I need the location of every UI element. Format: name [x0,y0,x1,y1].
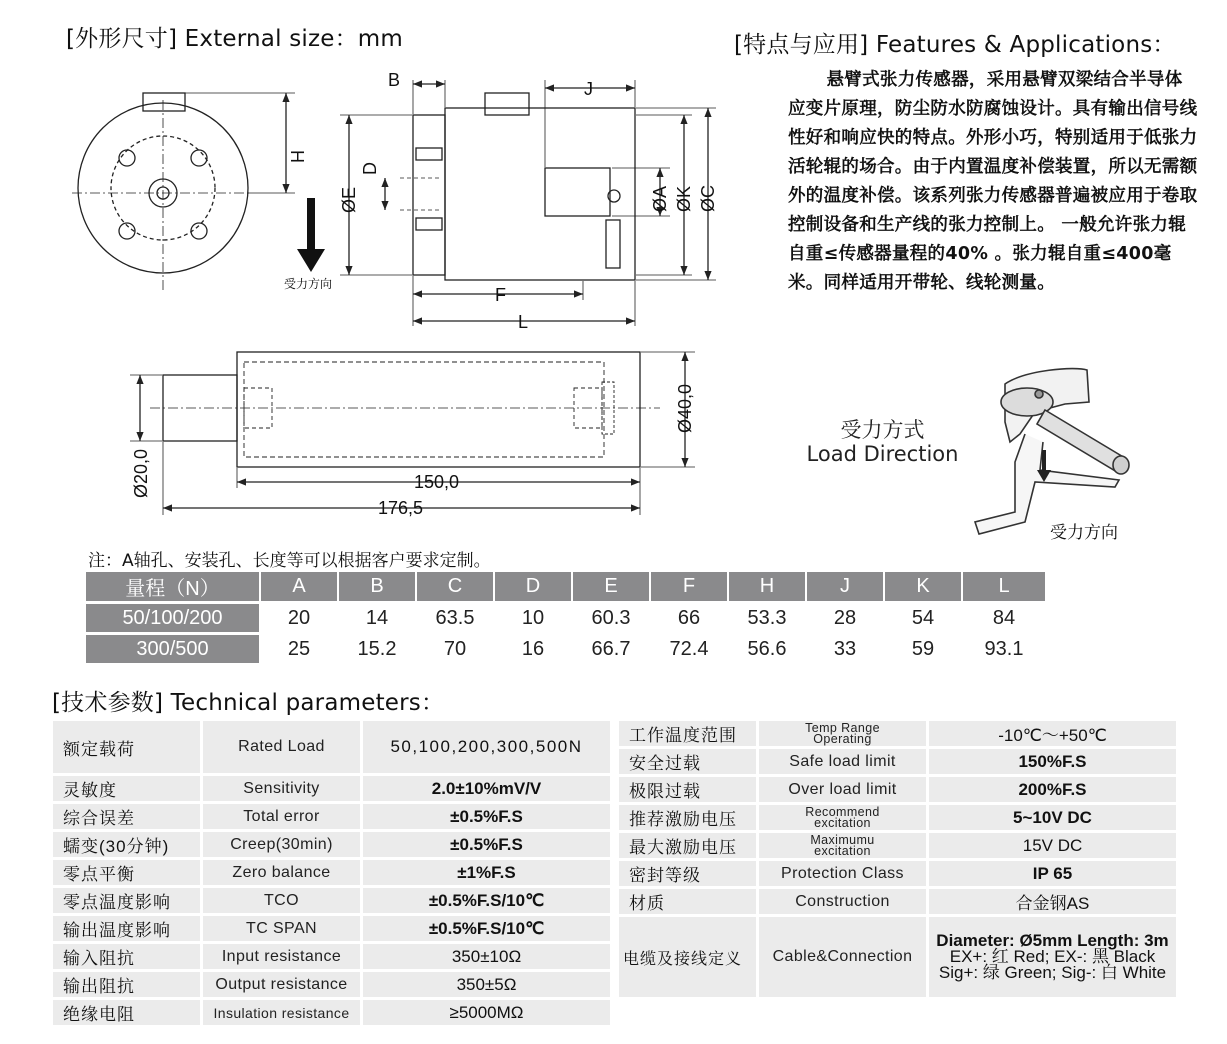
param-en: Input resistance [202,943,362,971]
table-cell: 59 [885,635,963,666]
header-h: H [729,572,807,604]
table-cell: 72.4 [651,635,729,666]
param-value: ±1%F.S [362,859,612,887]
table-cell: 25 [261,635,339,666]
dim-label-k: ØK [674,185,694,212]
param-en-line2: excitation [814,843,871,858]
dim-label-20: Ø20,0 [131,448,151,498]
param-en: Construction [758,888,928,916]
table-cell: 70 [417,635,495,666]
table-cell: 10 [495,604,573,635]
param-value: 50,100,200,300,500N [362,720,612,775]
header-b: B [339,572,417,604]
header-f: F [651,572,729,604]
table-row [52,775,612,803]
param-cn: 输出阻抗 [52,971,202,999]
force-arrow [297,198,325,272]
table-row [618,804,1178,832]
table-cell: 14 [339,604,417,635]
table-cell: 50/100/200 [86,604,261,635]
header-e: E [573,572,651,604]
table-row [52,720,612,775]
table-cell: 15.2 [339,635,417,666]
param-en-line1: Maximumu [810,832,875,847]
param-en-line2: Operating [813,731,872,746]
param-cn: 极限过载 [618,776,758,804]
table-cell: 93.1 [963,635,1047,666]
param-en [758,832,928,860]
header-c: C [417,572,495,604]
table-row [618,720,1178,748]
table-cell: 33 [807,635,885,666]
features-text: 悬臂式张力传感器，采用悬臂双梁结合半导体应变片原理，防尘防水防腐蚀设计。具有输出信号线性好和响应快的特点。外形小巧，特别适用于低张力活轮辊的场合。由于内置温度补偿装置，所以无需额外的温度补偿。该系列张力传感器普遍被应用于卷取控制设备和生产线的张力控制上。 一般允许张力辊自重≤传感器量程的40% 。张力辊自重≤400毫米。同样适用开带轮、线轮测量。 [788,70,1198,293]
table-cell: 28 [807,604,885,635]
cable-line-3: Sig+: 绿 Green; Sig-: 白 White [938,963,1167,982]
param-en: Protection Class [758,860,928,888]
table-row [52,887,612,915]
dim-label-a: ØA [650,185,670,212]
tech-table-left [50,718,613,1028]
param-value: 5~10V DC [928,804,1178,832]
param-en: Sensitivity [202,775,362,803]
load-direction-title-cn: 受力方式 [840,418,925,442]
table-row [52,999,612,1027]
table-row [86,635,1047,666]
param-cn: 最大激励电压 [618,832,758,860]
load-direction-force-label: 受力方向 [1050,523,1118,542]
dim-label-c: ØC [698,185,718,212]
table-row [52,831,612,859]
param-cn: 工作温度范围 [618,720,758,748]
param-cn: 输入阻抗 [52,943,202,971]
header-d: D [495,572,573,604]
table-cell: 66 [651,604,729,635]
param-cn: 零点平衡 [52,859,202,887]
param-en-line1: Temp Range [805,720,880,735]
param-value: 合金钢AS [928,888,1178,916]
force-direction-label: 受力方向 [284,277,333,291]
dim-label-d: D [360,162,380,175]
cable-line-2: EX+: 红 Red; EX-: 黑 Black [949,947,1156,966]
header-a: A [261,572,339,604]
customization-note: 注：A轴孔、安装孔、长度等可以根据客户要求定制。 [88,551,491,571]
size-table [86,572,1047,666]
table-row [52,943,612,971]
param-value: ±0.5%F.S/10℃ [362,915,612,943]
dim-label-e: ØE [339,186,359,213]
param-value: IP 65 [928,860,1178,888]
table-row [618,776,1178,804]
features-title: [特点与应用] Features & Applications： [734,32,1176,58]
table-row [52,803,612,831]
table-cell: 53.3 [729,604,807,635]
param-value: ≥5000MΩ [362,999,612,1027]
technical-drawing [0,60,760,530]
table-cell: 84 [963,604,1047,635]
param-value: 350±10Ω [362,943,612,971]
table-row [52,915,612,943]
tech-params-title: [技术参数] Technical parameters： [52,690,445,716]
param-cn: 安全过载 [618,748,758,776]
header-range: 量程（N） [86,572,261,604]
param-cn: 蠕变(30分钟) [52,831,202,859]
table-cell: 56.6 [729,635,807,666]
param-en: Output resistance [202,971,362,999]
param-en: Zero balance [202,859,362,887]
cable-line-1: Diameter: Ø5mm Length: 3m [936,931,1169,950]
table-row [52,859,612,887]
table-row [618,748,1178,776]
table-row [618,832,1178,860]
table-cell: 300/500 [86,635,261,666]
table-cell: 20 [261,604,339,635]
table-cell: 63.5 [417,604,495,635]
param-en: Over load limit [758,776,928,804]
param-value: ±0.5%F.S [362,803,612,831]
param-en: Creep(30min) [202,831,362,859]
dim-label-150: 150,0 [414,472,460,492]
param-en: Safe load limit [758,748,928,776]
header-k: K [885,572,963,604]
header-l: L [963,572,1047,604]
load-direction-title-en: Load Direction [806,442,959,466]
param-cn: 电缆及接线定义 [618,916,758,999]
param-en-line2: excitation [814,815,871,830]
param-en: Rated Load [202,720,362,775]
param-value: 2.0±10%mV/V [362,775,612,803]
param-cn: 推荐激励电压 [618,804,758,832]
param-en [758,804,928,832]
table-cell: 54 [885,604,963,635]
dim-label-l: L [518,312,529,332]
cable-definition [928,916,1178,999]
param-value: ±0.5%F.S [362,831,612,859]
param-en: TC SPAN [202,915,362,943]
param-cn: 输出温度影响 [52,915,202,943]
param-cn: 材质 [618,888,758,916]
table-row [86,604,1047,635]
table-row [618,888,1178,916]
param-cn: 零点温度影响 [52,887,202,915]
param-cn: 密封等级 [618,860,758,888]
param-cn: 额定载荷 [52,720,202,775]
dim-label-h: H [287,150,307,163]
header-j: J [807,572,885,604]
size-table-header [86,572,1047,604]
dim-label-b: B [388,70,401,90]
param-value: 150%F.S [928,748,1178,776]
dim-label-176: 176,5 [378,498,424,518]
dim-label-40: Ø40,0 [675,383,695,433]
load-direction-title [790,418,975,466]
param-cn: 灵敏度 [52,775,202,803]
front-view [72,93,295,290]
dim-label-j: J [584,79,593,99]
param-cn: 综合误差 [52,803,202,831]
param-en: Insulation resistance [202,999,362,1027]
param-value: 15V DC [928,832,1178,860]
param-en-line1: Recommend [805,804,880,819]
table-row [618,860,1178,888]
dim-label-f: F [495,285,506,305]
param-cn: 绝缘电阻 [52,999,202,1027]
table-cell: 16 [495,635,573,666]
table-cell: 66.7 [573,635,651,666]
param-value: 350±5Ω [362,971,612,999]
param-value: 200%F.S [928,776,1178,804]
load-direction-illustration [965,362,1140,547]
table-row [52,971,612,999]
param-en: Total error [202,803,362,831]
param-en: TCO [202,887,362,915]
table-row [618,916,1178,999]
tech-table-right [616,718,1179,1000]
param-value: ±0.5%F.S/10℃ [362,887,612,915]
long-view [130,352,695,515]
param-en [758,720,928,748]
param-value: -10℃～+50℃ [928,720,1178,748]
table-cell: 60.3 [573,604,651,635]
external-size-title: [外形尺寸] External size：mm [66,26,403,52]
param-en: Cable&Connection [758,916,928,999]
